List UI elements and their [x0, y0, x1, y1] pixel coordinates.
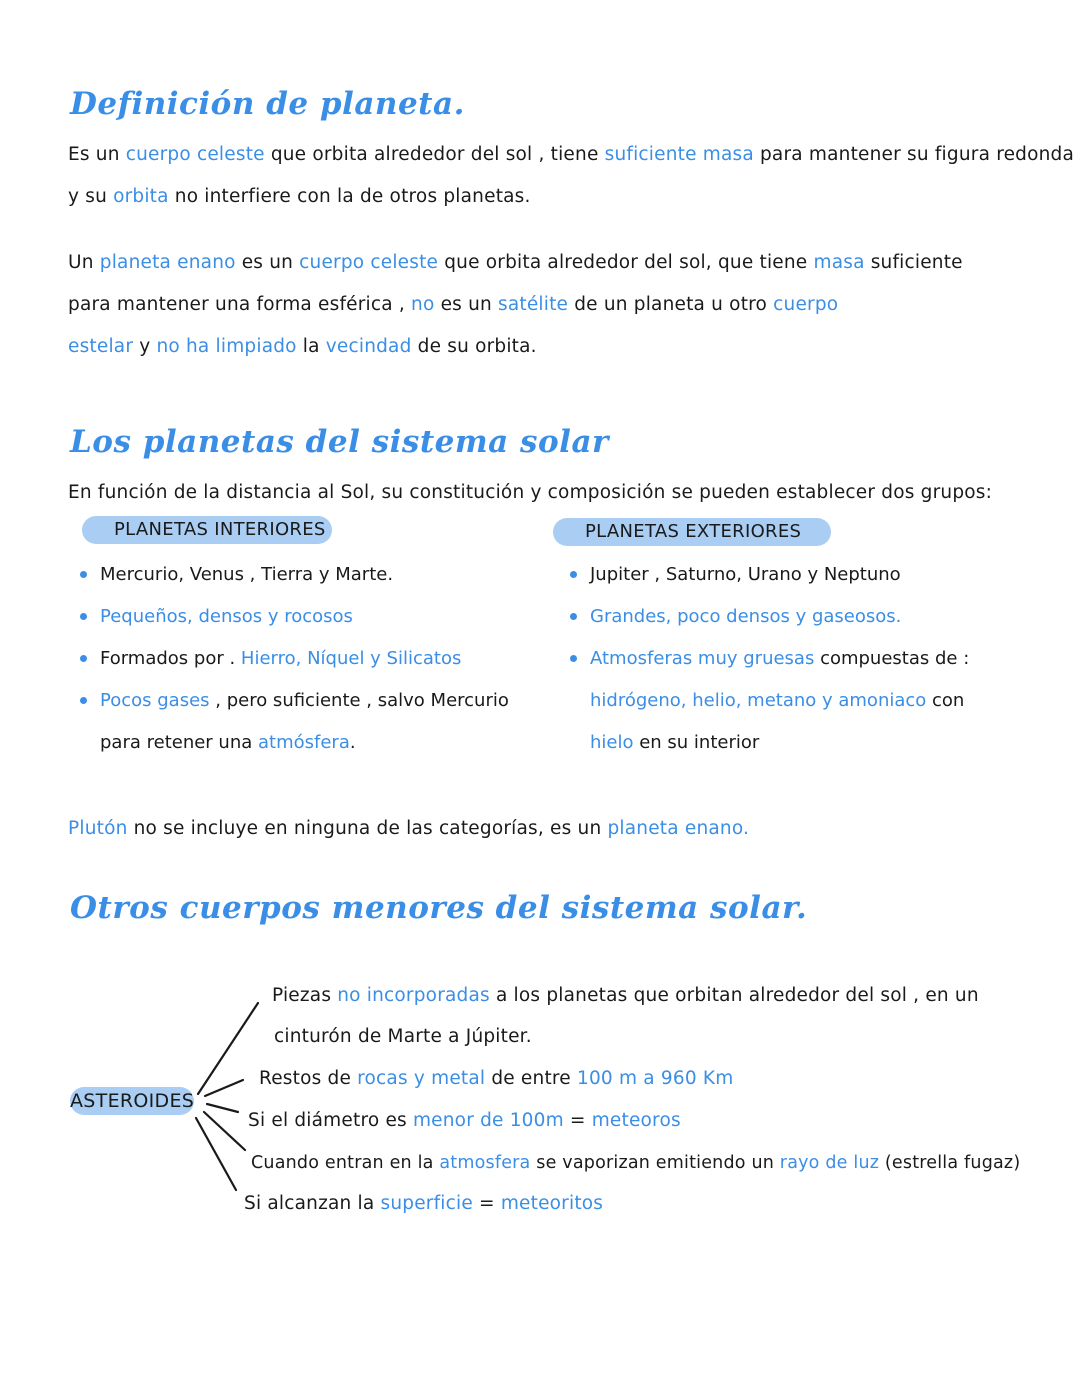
list-item: Pequeños, densos y rocosos	[76, 596, 509, 638]
list-item: Formados por . Hierro, Níquel y Silicatos	[76, 638, 509, 680]
pluto-note: Plutón no se incluye en ninguna de las categorías, es un planeta enano.	[68, 818, 750, 839]
asteroid-branch-5: Si alcanzan la superficie = meteoritos	[244, 1193, 604, 1214]
list-item-continued: para retener una atmósfera.	[100, 732, 356, 753]
list-item: Mercurio, Venus , Tierra y Marte.	[76, 554, 509, 596]
asteroid-branch-1: Piezas no incorporadas a los planetas que orbitan alrededor del sol , en un	[272, 985, 979, 1006]
asteroid-branch-1-cont: cinturón de Marte a Júpiter.	[274, 1026, 532, 1047]
list-item-continued: hielo en su interior	[590, 732, 760, 753]
branch-line	[205, 1080, 243, 1096]
other-bodies-title: Otros cuerpos menores del sistema solar.	[70, 890, 808, 926]
dwarf-line-1: Un planeta enano es un cuerpo celeste que orbita alrededor del sol, que tiene masa suficiente	[68, 252, 963, 273]
branch-line	[196, 1118, 236, 1190]
list-item-continued: hidrógeno, helio, metano y amoniaco con	[590, 690, 965, 711]
list-item: Jupiter , Saturno, Urano y Neptuno	[566, 554, 969, 596]
asteroid-branch-3: Si el diámetro es menor de 100m = meteoros	[248, 1110, 681, 1131]
list-item: Pocos gases , pero suficiente , salvo Mercurio	[76, 680, 509, 722]
solar-intro: En función de la distancia al Sol, su constitución y composición se pueden establecer dos grupos:	[68, 482, 993, 503]
list-item: Atmosferas muy gruesas compuestas de :	[566, 638, 969, 680]
asteroids-label: ASTEROIDES	[70, 1087, 194, 1115]
asteroid-branch-2: Restos de rocas y metal de entre 100 m a 960 Km	[259, 1068, 734, 1089]
solar-title: Los planetas del sistema solar	[70, 424, 609, 460]
definition-line-1: Es un cuerpo celeste que orbita alrededor del sol , tiene suficiente masa para mantener su figura redonda	[68, 144, 1075, 165]
dwarf-line-3: estelar y no ha limpiado la vecindad de su orbita.	[68, 336, 537, 357]
list-item: Grandes, poco densos y gaseosos.	[566, 596, 969, 638]
dwarf-line-2: para mantener una forma esférica , no es un satélite de un planeta u otro cuerpo	[68, 294, 839, 315]
exterior-planets-label: PLANETAS EXTERIORES	[553, 518, 831, 546]
definition-title: Definición de planeta.	[70, 86, 465, 122]
branch-line	[198, 1003, 258, 1094]
asteroid-branch-4: Cuando entran en la atmosfera se vaporizan emitiendo un rayo de luz (estrella fugaz)	[251, 1153, 1021, 1173]
definition-line-2: y su orbita no interfiere con la de otros planetas.	[68, 186, 531, 207]
interior-planets-label: PLANETAS INTERIORES	[82, 516, 332, 544]
branch-line	[207, 1104, 238, 1112]
